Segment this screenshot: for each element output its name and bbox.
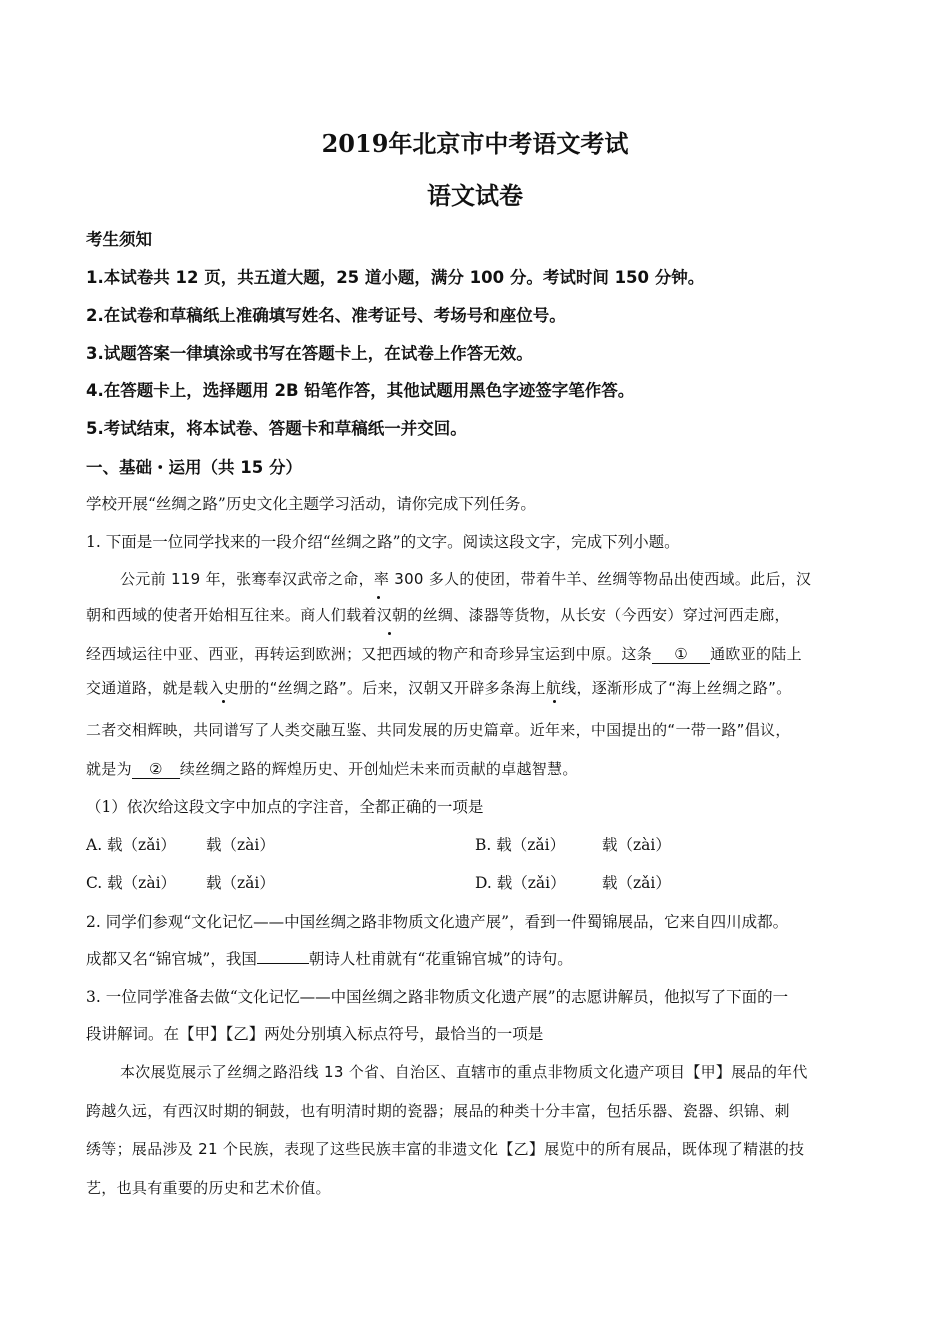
option-c[interactable]: C. 载（zài） — [86, 874, 177, 892]
exam-title: 2019年北京市中考语文考试 — [321, 129, 629, 158]
blank-2: ② — [132, 760, 180, 779]
passage-line: 公元前 119 年，张骞奉汉武帝之命，率 300 多人的使团，带着牛羊、丝绸等物品出使西域。此后，汉 — [120, 570, 812, 588]
answer-blank[interactable] — [257, 963, 309, 964]
question-2-line: 2. 同学们参观“文化记忆——中国丝绸之路非物质文化遗产展”，看到一件蜀锦展品，它来自四川成都。 — [86, 913, 789, 931]
passage-line: 二者交相辉映，共同谱写了人类交融互鉴、共同发展的历史篇章。近年来，中国提出的“一带一路”倡议， — [86, 721, 791, 739]
passage-line: 跨越久远，有西汉时期的铜鼓，也有明清时期的瓷器；展品的种类十分丰富，包括乐器、瓷器、织锦、刺 — [86, 1102, 790, 1120]
notice-item: 3.试题答案一律填涂或书写在答题卡上，在试卷上作答无效。 — [86, 344, 533, 363]
notice-item: 4.在答题卡上，选择题用 2B 铅笔作答，其他试题用黑色字迹签字笔作答。 — [86, 381, 635, 400]
passage-line: 朝和西域的使者开始相互往来。商人们载着汉朝的丝绸、漆器等货物，从长安（今西安）穿过河西走廊， — [86, 606, 790, 624]
emphasis-dot — [388, 632, 391, 635]
exam-subtitle: 语文试卷 — [427, 181, 523, 210]
option-a[interactable]: A. 载（zǎi） — [86, 836, 176, 854]
section-intro: 学校开展“丝绸之路”历史文化主题学习活动，请你完成下列任务。 — [86, 495, 536, 513]
section-heading: 一、基础・运用（共 15 分） — [86, 458, 302, 477]
question-2-line: 成都又名“锦官城”，我国 朝诗人杜甫就有“花重锦官城”的诗句。 — [86, 950, 573, 968]
option-b[interactable]: B. 载（zǎi） — [475, 836, 566, 854]
passage-line: 本次展览展示了丝绸之路沿线 13 个省、自治区、直辖市的重点非物质文化遗产项目【甲】展品的年代 — [120, 1063, 808, 1081]
passage-line: 就是为 ② 续丝绸之路的辉煌历史、开创灿烂未来而贡献的卓越智慧。 — [86, 760, 578, 778]
passage-line: 艺，也具有重要的历史和艺术价值。 — [86, 1179, 331, 1197]
notice-item: 1.本试卷共 12 页，共五道大题，25 道小题，满分 100 分。考试时间 150 分钟。 — [86, 268, 705, 287]
question-1-stem: 1. 下面是一位同学找来的一段介绍“丝绸之路”的文字。阅读这段文字，完成下列小题。 — [86, 533, 680, 551]
emphasis-dot — [553, 700, 556, 703]
emphasis-dot — [222, 700, 225, 703]
option-row: A. 载（zǎi） 载（zài） B. 载（zǎi） 载（zài） — [86, 833, 876, 855]
notice-item: 5.考试结束，将本试卷、答题卡和草稿纸一并交回。 — [86, 419, 467, 438]
passage-line: 经西域运往中亚、西亚，再转运到欧洲；又把西域的物产和奇珍异宝运到中原。这条 ① 通欧亚的陆上 — [86, 645, 802, 663]
notice-heading: 考生须知 — [86, 230, 152, 249]
notice-item: 2.在试卷和草稿纸上准确填写姓名、准考证号、考场号和座位号。 — [86, 306, 566, 325]
sub-question-1: （1）依次给这段文字中加点的字注音，全都正确的一项是 — [86, 798, 484, 816]
question-3-line: 3. 一位同学准备去做“文化记忆——中国丝绸之路非物质文化遗产展”的志愿讲解员，他拟写了下面的一 — [86, 988, 789, 1006]
passage-line: 绣等；展品涉及 21 个民族，表现了这些民族丰富的非遗文化【乙】展览中的所有展品，既体现了精湛的技 — [86, 1140, 805, 1158]
passage-line: 交通道路，就是载入史册的“丝绸之路”。后来，汉朝又开辟多条海上航线，逐渐形成了“海上丝绸之路”。 — [86, 679, 792, 697]
option-d[interactable]: D. 载（zǎi） — [475, 874, 566, 892]
blank-1: ① — [652, 645, 710, 664]
question-3-line: 段讲解词。在【甲】【乙】两处分别填入标点符号，最恰当的一项是 — [86, 1025, 544, 1043]
option-row: C. 载（zài） 载（zǎi） D. 载（zǎi） 载（zǎi） — [86, 871, 876, 893]
emphasis-dot — [377, 596, 380, 599]
